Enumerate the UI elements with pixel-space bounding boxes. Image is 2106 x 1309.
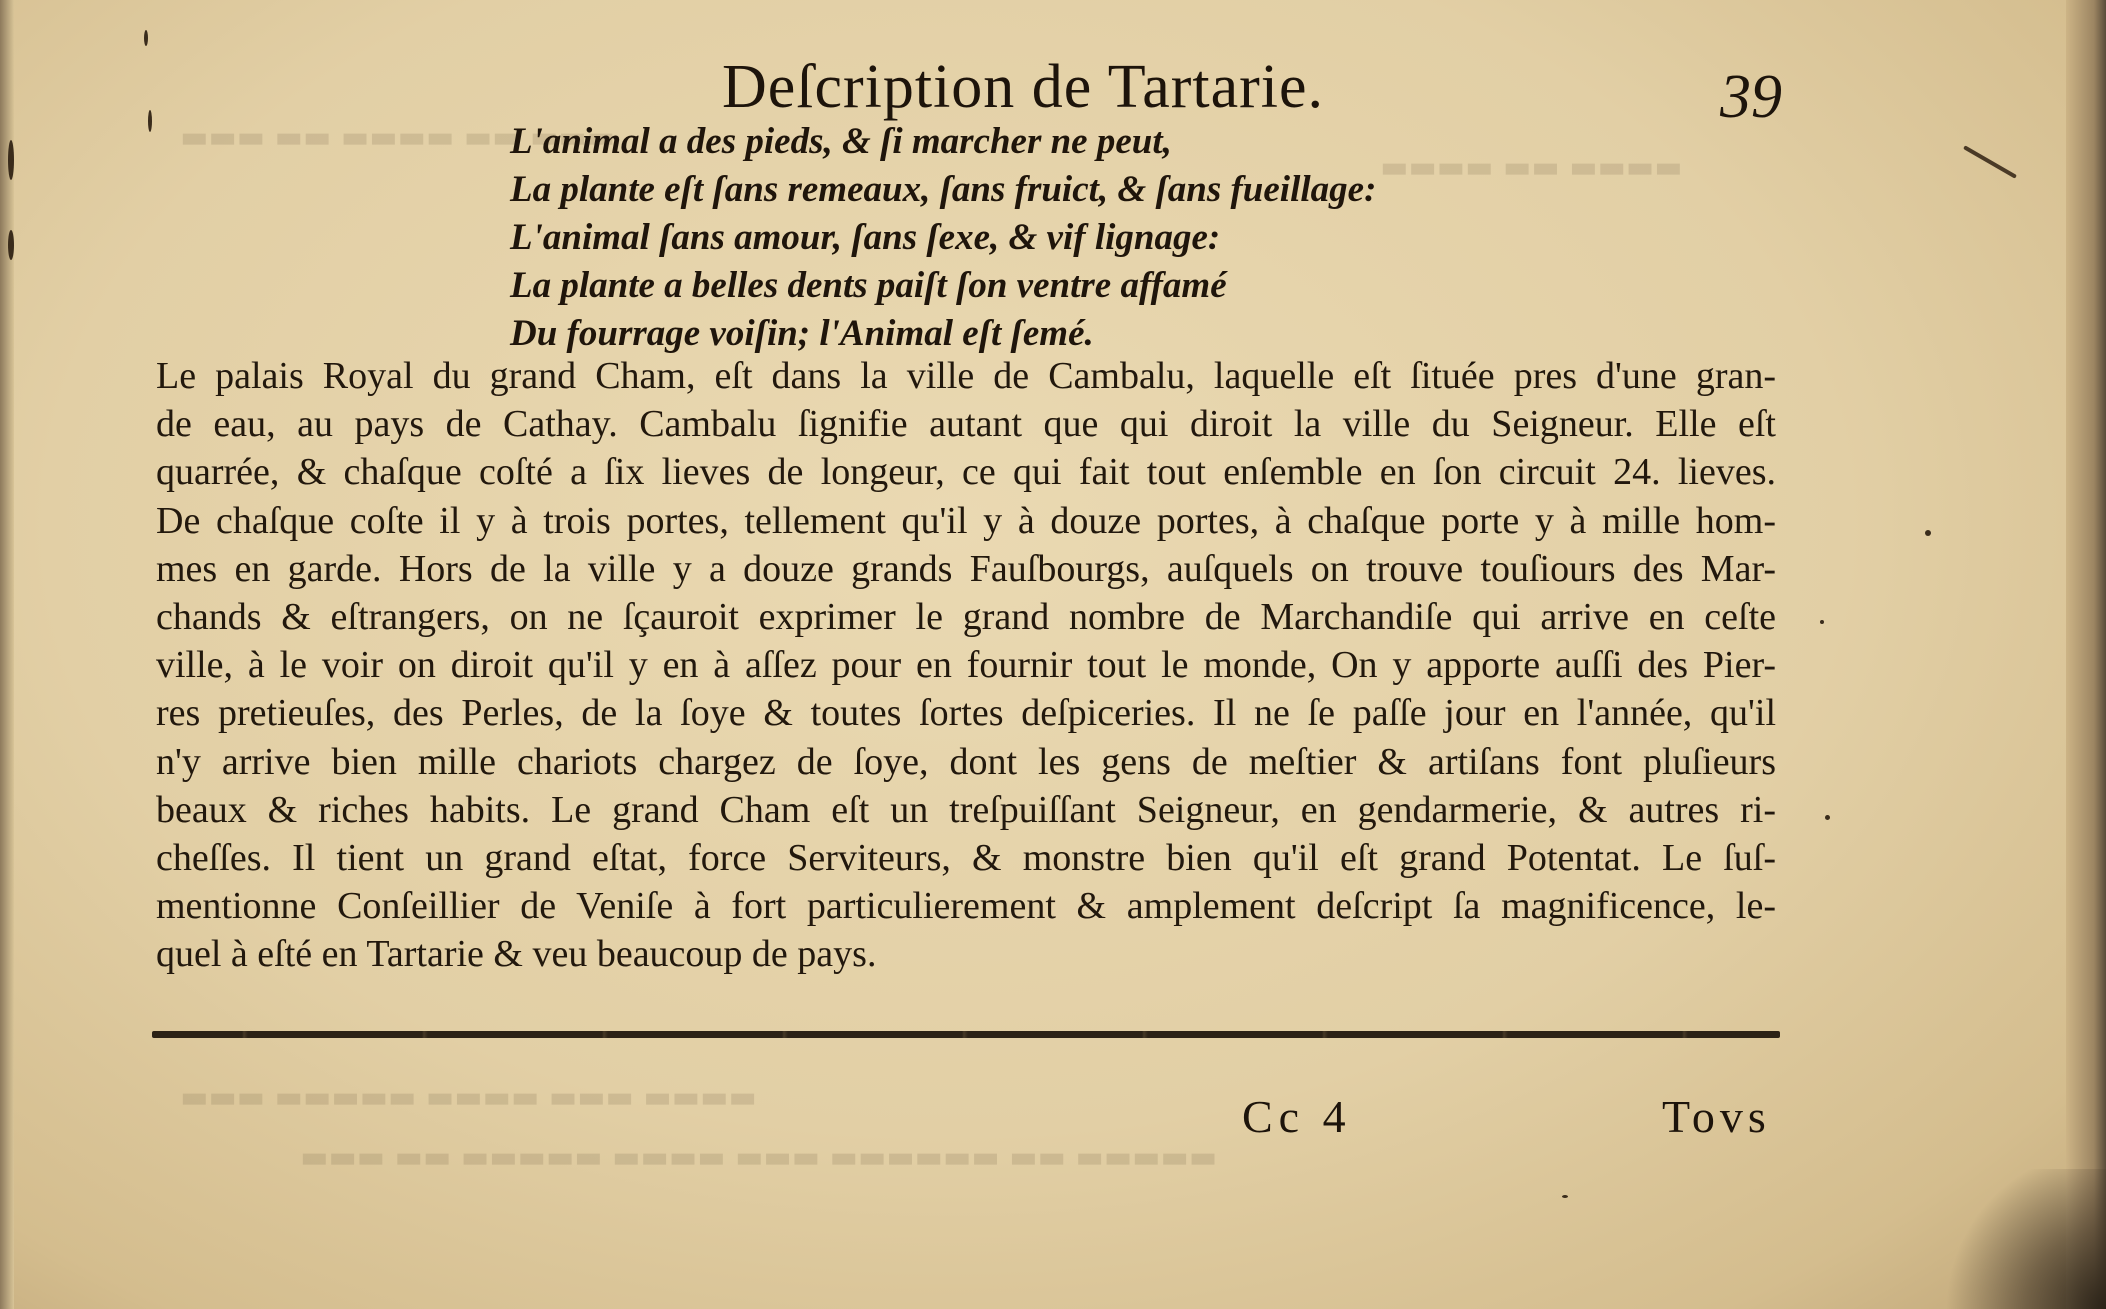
verse-line: La plante a belles dents paiſt ſon ventre affamé [510,265,1227,306]
text-line: chands & eſtrangers, on ne ſçauroit exprimer le grand nombre de Marchandiſe qui arrive en ceſte [156,596,1776,639]
text-line: mentionne Conſeillier de Veniſe à fort particulierement & amplement deſcript ſa magnificence, le- [156,885,1776,928]
text-line: quarrée, & chaſque coſté a ſix lieves de longeur, ce qui fait tout enſemble en ſon circuit 24. lieves. [156,451,1776,494]
show-through-smudge: ▬▬▬▬ ▬▬▬ ▬▬▬▬ ▬▬▬▬▬ ▬▬▬ [180,1080,757,1115]
page-left-edge [0,0,14,1309]
margin-mark [8,140,14,180]
paper-speck [1825,815,1830,820]
signature-mark: Cc 4 [1242,1091,1352,1142]
page-right-edge [2066,0,2106,1309]
show-through-smudge: ▬▬▬▬ ▬▬ ▬▬▬▬ [1380,150,1683,185]
page-corner-shadow [1926,1169,2106,1309]
margin-mark [8,230,14,260]
text-line: ville, à le voir on diroit qu'il y en à aſſez pour en fournir tout le monde, On y apporte auſſi des Pier- [156,644,1776,687]
text-line: res pretieuſes, des Perles, de la ſoye & toutes ſortes deſpiceries. Il ne ſe paſſe jour en l'année, qu'il [156,692,1776,735]
page-number: 39 [1720,63,1782,131]
text-line: n'y arrive bien mille chariots chargez de ſoye, dont les gens de meſtier & artiſans font pluſieurs [156,740,1776,783]
text-line: quel à eſté en Tartarie & veu beaucoup de pays. [156,933,877,976]
verse-block [510,118,1590,358]
margin-mark [148,110,152,132]
show-through-smudge: ▬▬▬ ▬▬ ▬▬▬▬ ▬▬ ▬▬▬ [180,120,615,155]
paper-speck [1562,1195,1568,1198]
paper-scratch [1963,145,2017,178]
paper-speck [1820,620,1824,624]
running-head [0,52,2106,123]
verse-line: Du fourrage voiſin; l'Animal eſt ſemé. [510,313,1094,354]
text-line: cheſſes. Il tient un grand eſtat, force Serviteurs, & monstre bien qu'il eſt grand Potentat. Le ſuſ- [156,837,1776,880]
running-head-text: Deſcription de Tartarie. [721,53,1325,121]
verse-line: L'animal a des pieds, & ſi marcher ne peut, [510,121,1172,162]
catchword: Tovs [1662,1091,1771,1142]
verse-line: La plante eſt ſans remeaux, ſans fruict, & ſans fueillage: [510,169,1377,210]
text-line: Le palais Royal du grand Cham, eſt dans la ville de Cambalu, laquelle eſt ſituée pres d'une gran- [156,355,1776,397]
horizontal-rule [152,1031,1780,1038]
text-line: mes en garde. Hors de la ville y a douze grands Fauſbourgs, auſquels on trouve touſiours des Mar- [156,547,1776,590]
show-through-smudge: ▬▬▬▬▬ ▬▬ ▬▬▬▬▬▬ ▬▬▬ ▬▬▬▬ ▬▬▬▬▬ ▬▬ ▬▬▬ [300,1140,1218,1175]
body-paragraph [156,352,1776,979]
text-line: De chaſque coſte il y à trois portes, tellement qu'il y à douze portes, à chaſque porte y à mille hom- [156,499,1776,542]
paper-speck [1925,530,1931,536]
text-line: beaux & riches habits. Le grand Cham eſt un treſpuiſſant Seigneur, en gendarmerie, & autres ri- [156,788,1776,831]
margin-mark [144,30,148,46]
text-line: de eau, au pays de Cathay. Cambalu ſignifie autant que qui diroit la ville du Seigneur. Elle eſt [156,403,1776,446]
verse-line: L'animal ſans amour, ſans ſexe, & vif lignage: [510,217,1221,258]
